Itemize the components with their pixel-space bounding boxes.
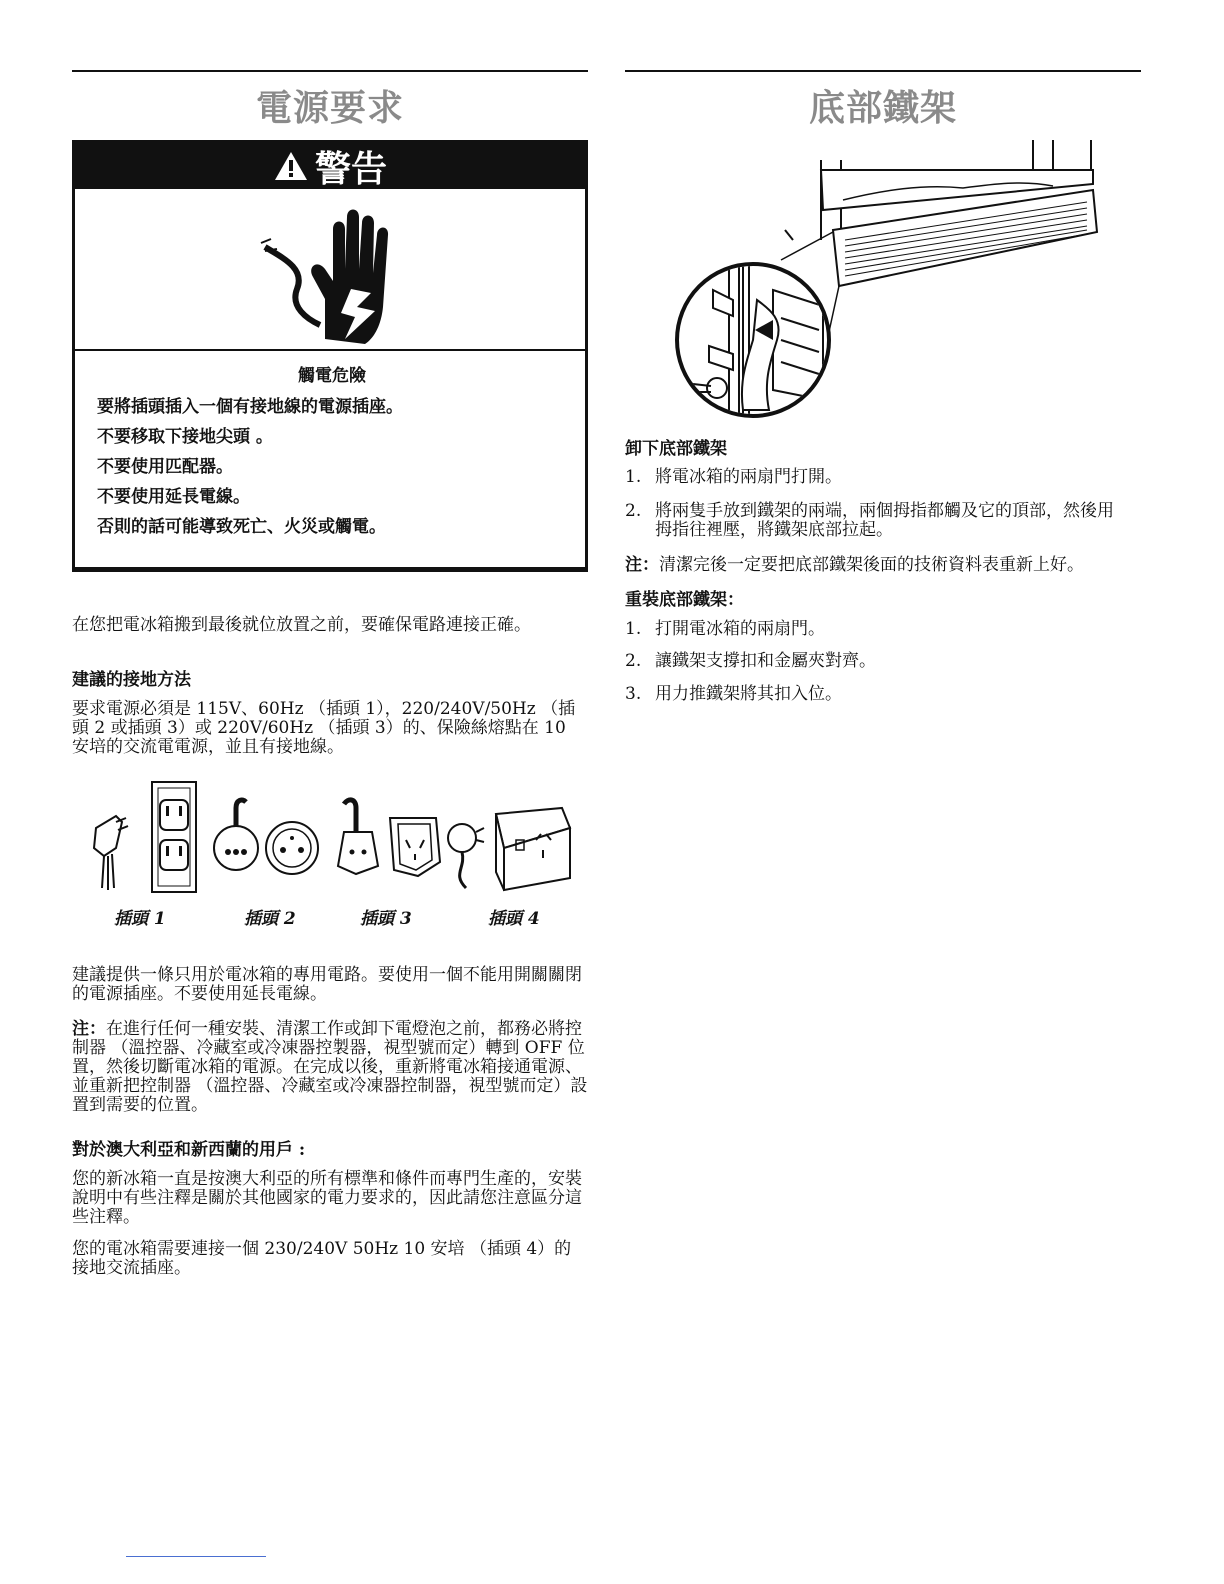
note-label: 注： <box>625 555 659 575</box>
grille-note-paragraph <box>625 556 1141 575</box>
replace-grille-heading: 重裝底部鐵架： <box>625 590 744 610</box>
warning-text <box>97 361 567 542</box>
warning-separator <box>75 349 585 351</box>
warning-box-bottom-rule <box>72 568 588 572</box>
plug-label-3: 插頭 3 <box>360 909 412 929</box>
dedicated-circuit-paragraph: 建議提供一條只用於電冰箱的專用電路。要使用一個不能用開關關閉的電源插座。不要使用延長電線。 <box>72 965 582 1004</box>
aus-nz-heading: 對於澳大利亞和新西蘭的用戶 : <box>72 1140 306 1160</box>
warning-line: 不要移取下接地尖頭 。 <box>97 427 273 447</box>
plug-label-4: 插頭 4 <box>488 909 540 929</box>
plug-1-icon <box>94 782 196 892</box>
plug-label-2: 插頭 2 <box>244 909 296 929</box>
plug-types-illustration <box>86 778 576 898</box>
section-rule <box>625 70 1141 72</box>
warning-header <box>75 143 585 189</box>
note-text: 在進行任何一種安裝、清潔工作或卸下電燈泡之前，都務必將控制器 （溫控器、冷藏室或冷凍器控製器，視型號而定）轉到 OFF 位置，然後切斷電冰箱的電源。在完成以後，重新將電冰箱接通電源、並重新把控制器 （溫控器、冷藏室或冷凍器控制器，視型號而定）設置到需要的位置。 <box>72 1019 588 1115</box>
warning-header-text: 警告 <box>314 147 387 190</box>
grounding-paragraph: 要求電源必須是 115V、60Hz （插頭 1），220/240V/50Hz （插頭 2 或插頭 3）或 220V/60Hz （插頭 3）的、保險絲熔點在 10 安培的交流電電源，並且有接地線。 <box>72 699 576 757</box>
intro-paragraph: 在您把電冰箱搬到最後就位放置之前，要確保電路連接正確。 <box>72 615 531 635</box>
remove-grille-heading: 卸下底部鐵架 <box>625 439 727 459</box>
note-label: 注： <box>72 1019 106 1039</box>
danger-title: 觸電危險 <box>298 366 366 386</box>
warning-line: 不要使用延長電線。 <box>97 487 250 507</box>
section-title-power: 電源要求 <box>255 87 404 129</box>
plug-4-icon <box>448 808 570 890</box>
shock-hazard-hand-icon <box>75 189 585 349</box>
warning-line: 不要使用匹配器。 <box>97 457 233 477</box>
power-note-paragraph <box>72 1020 588 1115</box>
base-grille-illustration <box>673 140 1143 420</box>
plug-label-1: 插頭 1 <box>114 909 166 929</box>
plug-3-icon <box>338 800 440 876</box>
plug-2-icon <box>214 800 318 874</box>
section-title-base-grille: 底部鐵架 <box>808 87 957 129</box>
warning-line: 否則的話可能導致死亡、火災或觸電。 <box>97 517 386 537</box>
warning-line: 要將插頭插入一個有接地線的電源插座。 <box>97 397 403 417</box>
aus-nz-paragraph-2: 您的電冰箱需要連接一個 230/240V 50Hz 10 安培 （插頭 4）的接地交流插座。 <box>72 1239 572 1278</box>
note-text: 清潔完後一定要把底部鐵架後面的技術資料表重新上好。 <box>659 555 1084 575</box>
grounding-heading: 建議的接地方法 <box>72 670 191 690</box>
warning-box <box>72 140 588 570</box>
section-rule <box>72 70 588 72</box>
footer-link-underline <box>126 1556 266 1557</box>
aus-nz-paragraph-1: 您的新冰箱一直是按澳大利亞的所有標準和條件而專門生產的，安裝說明中有些注釋是關於其他國家的電力要求的，因此請您注意區分這些注釋。 <box>72 1169 582 1227</box>
warning-triangle-icon <box>273 150 309 182</box>
